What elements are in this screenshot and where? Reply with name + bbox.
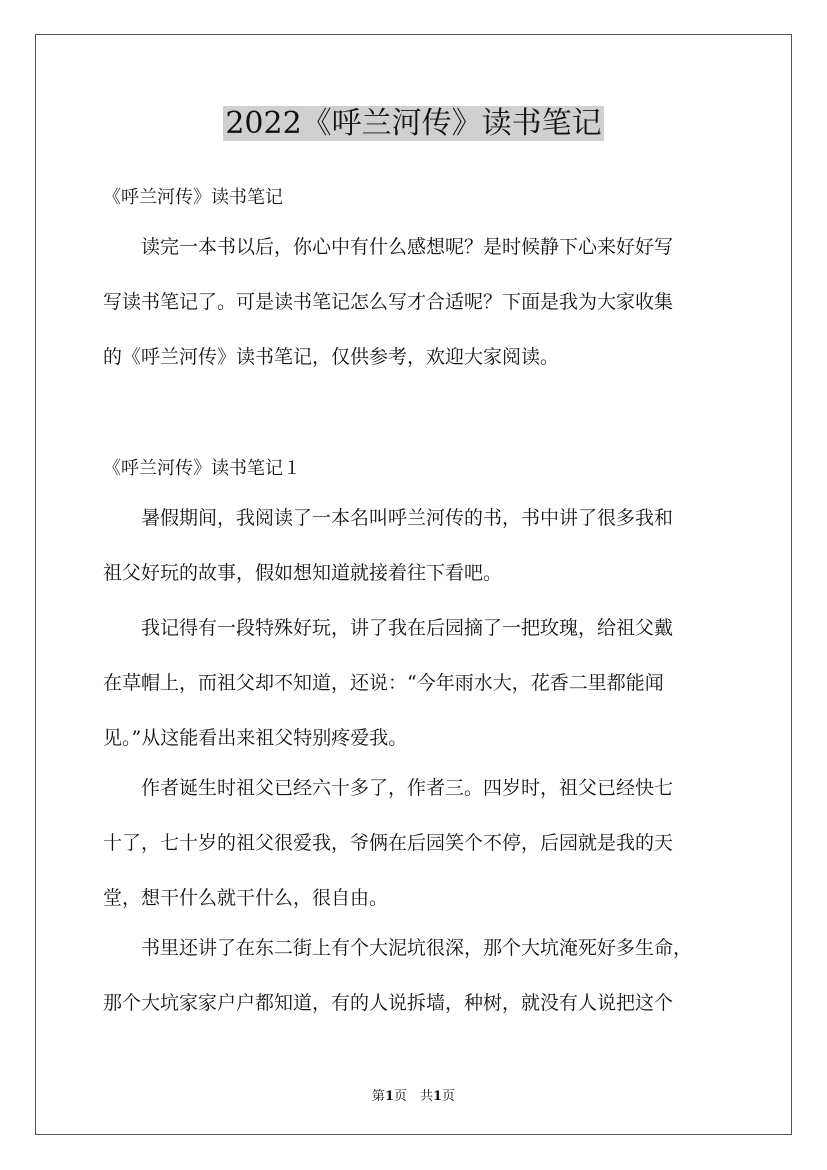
- paragraph-4: 书里还讲了在东二街上有个大泥坑很深，那个大坑淹死好多生命， 那个大坑家家户户都知道，有的人说拆墙，种树，就没有人说把这个: [103, 937, 693, 1014]
- page-footer: 第1页 共1页: [371, 1089, 456, 1104]
- section-heading-1: 《呼兰河传》读书笔记１: [103, 458, 301, 479]
- page-number: 1: [384, 1089, 394, 1104]
- paragraph-3: 作者诞生时祖父已经六十多了，作者三。四岁时，祖父已经快七 十了，七十岁的祖父很爱我，爷俩在后园笑个不停，后园就是我的天 堂，想干什么就干什么，很自由。: [103, 777, 674, 909]
- section-subtitle: 《呼兰河传》读书笔记: [103, 187, 283, 208]
- document-title: 2022《呼兰河传》读书笔记: [225, 106, 602, 141]
- page-total: 1: [433, 1089, 443, 1104]
- intro-paragraph: 读完一本书以后，你心中有什么感想呢？是时候静下心来好好写 写读书笔记了。可是读书笔记怎么写才合适呢？下面是我为大家收集 的《呼兰河传》读书笔记，仅供参考，欢迎大家阅读。: [103, 236, 674, 368]
- paragraph-1: 暑假期间，我阅读了一本名叫呼兰河传的书，书中讲了很多我和 祖父好玩的故事，假如想知道就接着往下看吧。: [103, 507, 674, 584]
- paragraph-2: 我记得有一段特殊好玩，讲了我在后园摘了一把玫瑰，给祖父戴 在草帽上，而祖父却不知道，还说：“今年雨水大，花香二里都能闻 见。”从这能看出来祖父特别疼爱我。: [103, 617, 674, 749]
